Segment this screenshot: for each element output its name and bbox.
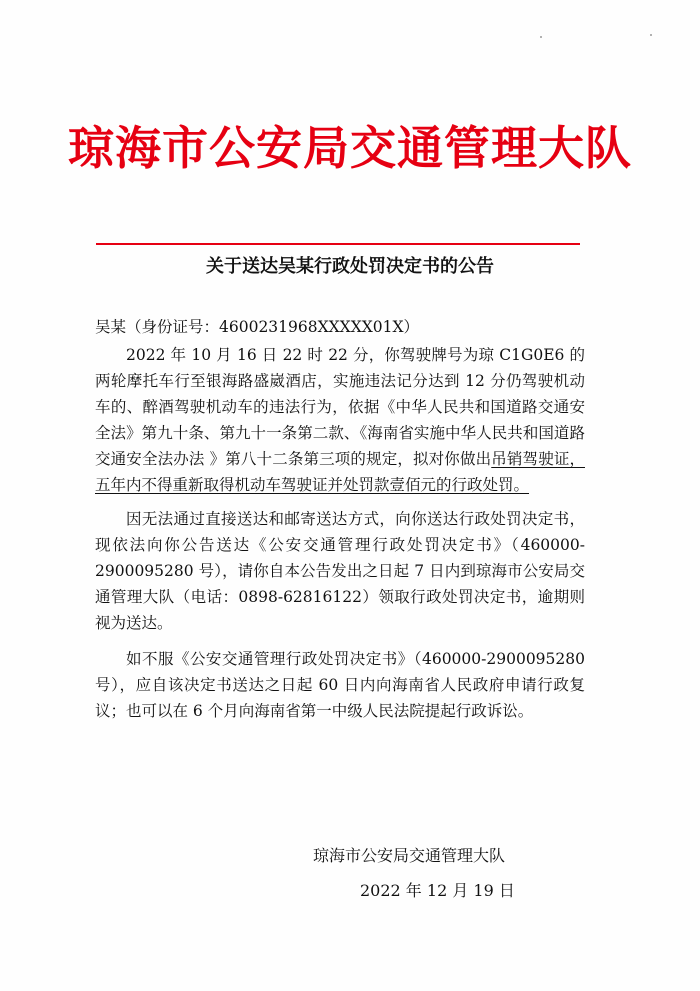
document-body [95,314,585,724]
paragraph-1 [95,342,585,498]
paragraph-2: 因无法通过直接送达和邮寄送达方式，向你送达行政处罚决定书，现依法向你公告送达《公安交通管理行政处罚决定书》（460000-2900095280 号），请你自本公告发出之日起 7 日内到琼海市公安局交通管理大队（电话：0898-62816122）领取行政处罚决定书，逾期则视为送达。 [95,510,585,632]
addressee-line: 吴某（身份证号：4600231968XXXXX01X） [95,318,420,336]
document-title: 关于送达吴某行政处罚决定书的公告 [206,256,494,277]
signature-line: 琼海市公安局交通管理大队 [313,846,506,865]
scan-speck [540,36,542,38]
header-divider [96,243,580,245]
document-header: 琼海市公安局交通管理大队 [68,121,632,175]
paragraph-1-text: 2022 年 10 月 16 日 22 时 22 分，你驾驶牌号为琼 C1G0E6 的两轮摩托车行至银海路盛崴酒店，实施违法记分达到 12 分仍驾驶机动车的、醉酒驾驶机动车的违法行为，依据《中华人民共和国道路交通安全法》第九十条、第九十一条第二款、《海南省实施中华人民共和国道路交通安全法办法 》第八十二条第三项的规定，拟对你做出 [95,346,585,468]
paragraph-3: 如不服《公安交通管理行政处罚决定书》（460000-2900095280 号），应自该决定书送达之日起 60 日内向海南省人民政府申请行政复议；也可以在 6 个月向海南省第一中级人民法院提起行政诉讼。 [95,650,585,720]
penalty-text: 吊销驾驶证，五年内不得重新取得机动车驾驶证并处罚款壹佰元的行政处罚。 [95,450,585,494]
scan-speck [650,34,652,36]
date-line: 2022 年 12 月 19 日 [360,881,515,900]
